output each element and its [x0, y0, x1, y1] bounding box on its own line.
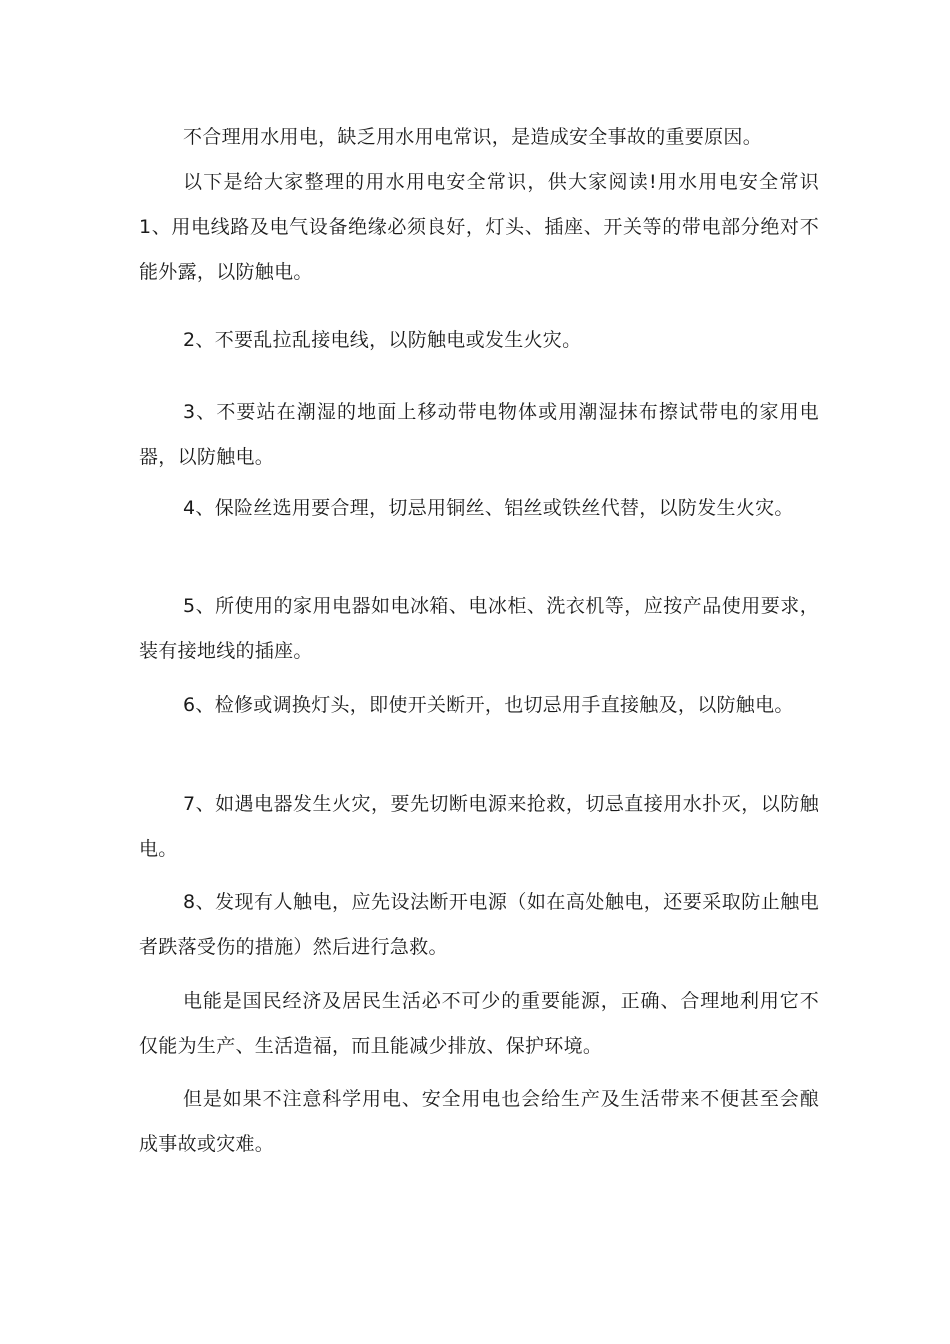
paragraph-rule-8: 8、发现有人触电，应先设法断开电源（如在高处触电，还要采取防止触电者跌落受伤的措施）然后进行急救。: [139, 891, 819, 958]
paragraph-warning: 但是如果不注意科学用电、安全用电也会给生产及生活带来不便甚至会酿成事故或灾难。: [139, 1088, 819, 1155]
paragraph-rule-2: 2、不要乱拉乱接电线，以防触电或发生火灾。: [183, 329, 582, 351]
paragraph-rule-4: 4、保险丝选用要合理，切忌用铜丝、铝丝或铁丝代替，以防发生火灾。: [183, 497, 794, 519]
paragraph-energy: 电能是国民经济及居民生活必不可少的重要能源，正确、合理地利用它不仅能为生产、生活造福，而且能减少排放、保护环境。: [139, 990, 819, 1057]
paragraph-intro: 不合理用水用电，缺乏用水用电常识，是造成安全事故的重要原因。: [183, 126, 763, 148]
paragraph-rule-6: 6、检修或调换灯头，即使开关断开，也切忌用手直接触及，以防触电。: [183, 694, 794, 716]
paragraph-rule-1: 以下是给大家整理的用水用电安全常识，供大家阅读!用水用电安全常识 1、用电线路及电气设备绝缘必须良好，灯头、插座、开关等的带电部分绝对不能外露，以防触电。: [139, 171, 819, 283]
paragraph-rule-5: 5、所使用的家用电器如电冰箱、电冰柜、洗衣机等，应按产品使用要求，装有接地线的插座。: [139, 595, 819, 662]
paragraph-rule-7: 7、如遇电器发生火灾，要先切断电源来抢救，切忌直接用水扑灭，以防触电。: [139, 793, 819, 860]
paragraph-rule-3: 3、不要站在潮湿的地面上移动带电物体或用潮湿抹布擦试带电的家用电器，以防触电。: [139, 401, 819, 468]
